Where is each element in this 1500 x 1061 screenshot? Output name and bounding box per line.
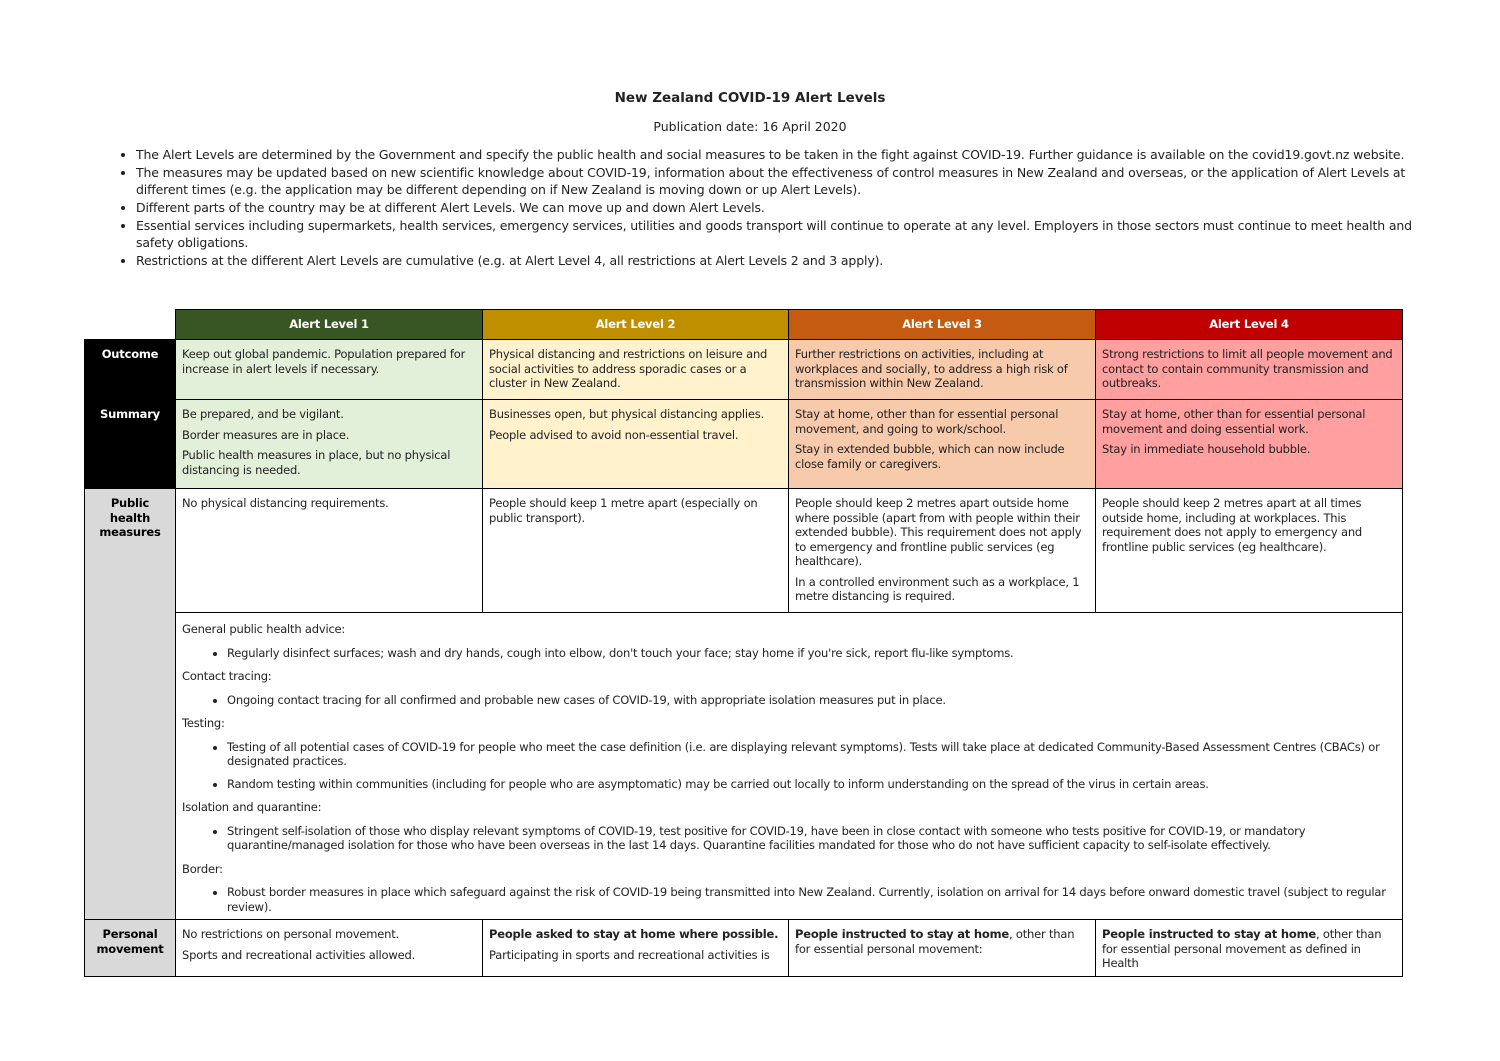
outcome-level-1: Keep out global pandemic. Population prepared for increase in alert levels if necessary.	[176, 340, 483, 400]
outcome-level-2: Physical distancing and restrictions on leisure and social activities to address sporadic cases or a cluster in New Zealand.	[483, 340, 789, 400]
summary-text: Stay in extended bubble, which can now include close family or caregivers.	[795, 442, 1065, 471]
alert-levels-table	[84, 309, 1403, 977]
public-health-text: In a controlled environment such as a workplace, 1 metre distancing is required.	[795, 574, 1080, 603]
summary-level-1	[176, 400, 483, 489]
summary-text: Public health measures in place, but no physical distancing is needed.	[182, 448, 451, 477]
summary-text: Businesses open, but physical distancing applies.	[489, 407, 765, 421]
outcome-row	[85, 340, 1403, 400]
section-heading: Border:	[182, 861, 223, 876]
intro-bullet: • The Alert Levels are determined by the Government and specify the public health and social measures to be taken in the fight against COVID-19. Further guidance is available on the covid19.govt.nz website.	[136, 146, 1436, 163]
intro-bullet: • Restrictions at the different Alert Levels are cumulative (e.g. at Alert Level 4, all restrictions at Alert Levels 2 and 3 apply).	[136, 252, 1436, 269]
header-alert-level-4: Alert Level 4	[1096, 310, 1403, 340]
header-alert-level-2: Alert Level 2	[483, 310, 789, 340]
movement-text: Sports and recreational activities allowed.	[182, 947, 416, 962]
summary-text: Border measures are in place.	[182, 427, 350, 442]
summary-text: Stay at home, other than for essential personal movement and doing essential work.	[1102, 407, 1366, 436]
movement-bold-text: People instructed to stay at home	[795, 927, 1009, 941]
section-heading: Contact tracing:	[182, 669, 272, 683]
section-heading: General public health advice:	[182, 622, 346, 636]
row-label-summary: Summary	[85, 400, 176, 489]
public-health-text: No physical distancing requirements.	[182, 496, 389, 510]
public-health-row	[85, 489, 1403, 613]
personal-movement-row	[85, 920, 1403, 977]
advice-item: • Robust border measures in place which safeguard against the risk of COVID-19 being transmitted into New Zealand. Currently, isolation on arrival for 14 days before onward domestic travel (subject to regular review).	[227, 885, 1396, 914]
summary-text: Stay in immediate household bubble.	[1102, 442, 1311, 456]
public-health-level-1	[176, 489, 483, 613]
summary-row	[85, 400, 1403, 489]
personal-movement-level-1	[176, 920, 483, 977]
movement-text: Participating in sports and recreational activities is	[489, 947, 770, 962]
public-health-level-2	[483, 489, 789, 613]
row-label-public-health: Public health measures	[85, 489, 176, 920]
advice-item: • Ongoing contact tracing for all confirmed and probable new cases of COVID-19, with appropriate isolation measures put in place.	[227, 693, 1396, 708]
summary-text: Be prepared, and be vigilant.	[182, 407, 344, 421]
personal-movement-level-2	[483, 920, 789, 977]
general-advice-cell	[176, 613, 1403, 920]
publication-date: Publication date: 16 April 2020	[653, 119, 847, 134]
public-health-text: People should keep 1 metre apart (especially on public transport).	[489, 496, 758, 525]
advice-item: • Regularly disinfect surfaces; wash and dry hands, cough into elbow, don't touch your face; stay home if you're sick, report flu-like symptoms.	[227, 646, 1396, 661]
movement-text: No restrictions on personal movement.	[182, 927, 400, 941]
summary-level-4	[1096, 400, 1403, 489]
public-health-level-3	[789, 489, 1096, 613]
public-health-text: People should keep 2 metres apart at all times outside home, including at workplaces. This requirement does not apply to emergency and frontline public services (eg healthcare).	[1102, 496, 1363, 554]
personal-movement-level-4	[1096, 920, 1403, 977]
general-advice-row	[85, 613, 1403, 920]
summary-level-2	[483, 400, 789, 489]
header-alert-level-1: Alert Level 1	[176, 310, 483, 340]
movement-text: , other than for essential personal movement:	[795, 927, 1075, 956]
section-heading: Testing:	[182, 716, 225, 730]
document-title: New Zealand COVID-19 Alert Levels	[614, 90, 886, 106]
public-health-text: People should keep 2 metres apart outside home where possible (apart from with people within their extended bubble). This requirement does not apply to emergency and frontline public services (eg healthcare).	[795, 496, 1082, 568]
summary-text: Stay at home, other than for essential personal movement, and going to work/school.	[795, 407, 1059, 436]
movement-bold-text: People asked to stay at home where possible.	[489, 927, 779, 941]
row-label-personal-movement: Personal movement	[85, 920, 176, 977]
advice-item: • Stringent self-isolation of those who display relevant symptoms of COVID-19, test positive for COVID-19, have been in close contact with someone who tests positive for COVID-19, or mandatory quarantine/managed isolation for those who have been overseas in the last 14 days. Quarantine facilities mandated for those who do not have sufficient capacity to self-isolate effectively.	[227, 824, 1396, 853]
outcome-level-4: Strong restrictions to limit all people movement and contact to contain community transmission and outbreaks.	[1096, 340, 1403, 400]
personal-movement-level-3	[789, 920, 1096, 977]
summary-level-3	[789, 400, 1096, 489]
intro-bullet: • Essential services including supermarkets, health services, emergency services, utilities and goods transport will continue to operate at any level. Employers in those sectors must continue to meet health and safety obligations.	[136, 217, 1436, 251]
row-label-outcome: Outcome	[85, 340, 176, 400]
header-alert-level-3: Alert Level 3	[789, 310, 1096, 340]
public-health-level-4	[1096, 489, 1403, 613]
movement-text: , other than for essential personal movement as defined in Health	[1102, 927, 1382, 970]
advice-item: • Testing of all potential cases of COVID-19 for people who meet the case definition (i.e. are displaying relevant symptoms). Tests will take place at dedicated Community-Based Assessment Centres (CBACs) or designated practices.	[227, 740, 1396, 769]
intro-bullet: • Different parts of the country may be at different Alert Levels. We can move up and down Alert Levels.	[136, 199, 1436, 216]
corner-cell	[85, 310, 176, 340]
section-heading: Isolation and quarantine:	[182, 800, 322, 814]
advice-item: • Random testing within communities (including for people who are asymptomatic) may be carried out locally to inform understanding on the spread of the virus in certain areas.	[227, 777, 1396, 792]
header-row	[85, 310, 1403, 340]
intro-bullet-list	[116, 146, 1436, 270]
intro-bullet: • The measures may be updated based on new scientific knowledge about COVID-19, information about the effectiveness of control measures in New Zealand and overseas, or the application of Alert Levels at different times (e.g. the application may be different depending on if New Zealand is moving down or up Alert Levels).	[136, 164, 1436, 198]
outcome-level-3: Further restrictions on activities, including at workplaces and socially, to address a high risk of transmission within New Zealand.	[789, 340, 1096, 400]
movement-bold-text: People instructed to stay at home	[1102, 927, 1316, 941]
summary-text: People advised to avoid non-essential travel.	[489, 427, 739, 442]
